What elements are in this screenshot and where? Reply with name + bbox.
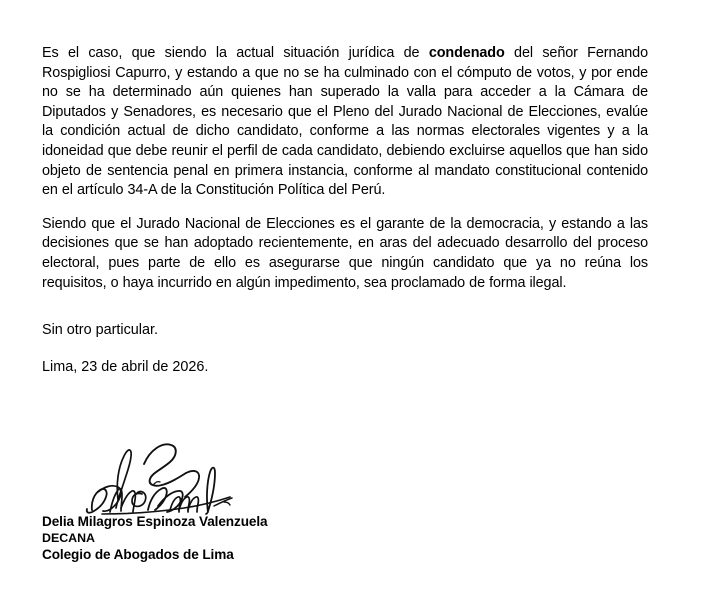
spacer-before-date (42, 341, 648, 358)
spacer-before-farewell (42, 307, 648, 321)
document-body (42, 44, 648, 377)
signer-role: DECANA (42, 531, 96, 545)
paragraph-1-text-before-bold: Es el caso, que siendo la actual situación jurídica de (42, 45, 429, 61)
signer-details (42, 514, 462, 563)
paragraph-2: Siendo que el Jurado Nacional de Elecciones es el garante de la democracia, y estando a las decisiones que se han adoptado recientemente, en aras del adecuado desarrollo del proceso electoral, pues parte de ello es asegurarse que ningún candidato que ya no reúna los requisitos, o haya incurrido en algún impedimento, sea proclamado de forma ilegal. (42, 215, 648, 291)
paragraph-1 (42, 44, 648, 201)
closing-place-and-date: Lima, 23 de abril de 2026. (42, 358, 209, 375)
signer-organization: Colegio de Abogados de Lima (42, 547, 234, 562)
signer-name: Delia Milagros Espinoza Valenzuela (42, 514, 268, 529)
closing-farewell: Sin otro particular. (42, 322, 158, 339)
handwritten-signature-icon (58, 440, 258, 520)
paragraph-1-emphasis-condenado: condenado (428, 45, 505, 61)
paragraph-1-text-after-bold: del señor Fernando Rospigliosi Capurro, y estando a que no se ha culminado con el cómputo de votos, y por ende no se ha determinado aún quienes han superado la valla para acceder a la Cámara de Diputados y Senadores, es necesario que el Pleno del Jurado Nacional de Elecciones, evalúe la condición actual de dicho candidato, conforme a las normas electorales vigentes y a la idoneidad que debe reunir el perfil de cada candidato, debiendo excluirse aquellos que han sido objeto de sentencia penal en primera instancia, conforme al mandato constitucional contenido en el artículo 34-A de la Constitución Política del Perú. (42, 45, 648, 199)
